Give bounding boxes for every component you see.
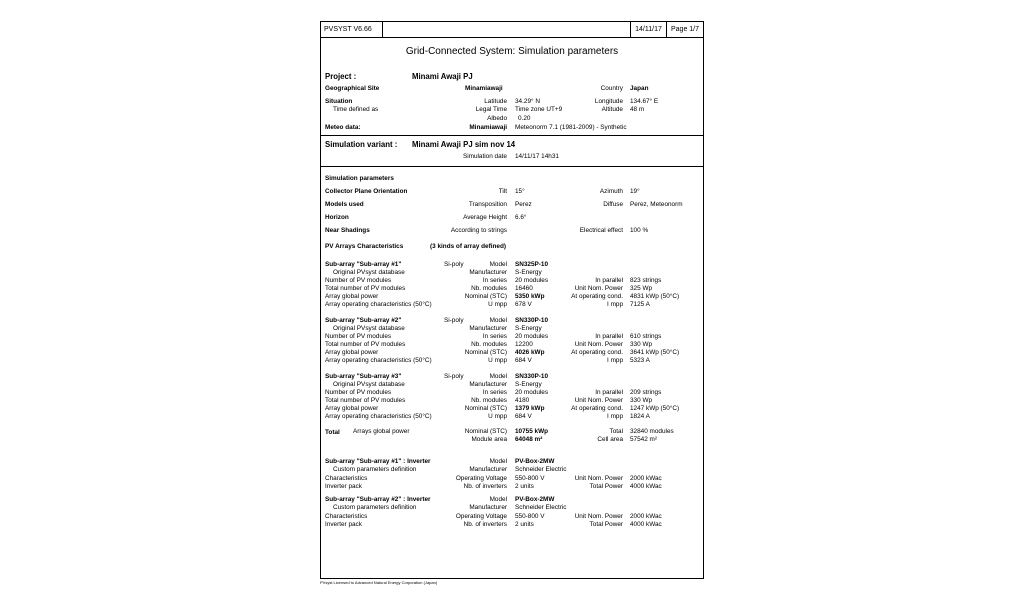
manufacturer-label: Manufacturer — [469, 381, 507, 388]
diffuse-value: Perez, Meteonorm — [630, 201, 683, 208]
nb-modules-value: 4180 — [515, 397, 530, 404]
at-operating-label: At operating cond. — [571, 349, 623, 356]
in-parallel-value: 610 strings — [630, 333, 662, 340]
divider — [321, 135, 703, 136]
op-voltage-value: 550-800 V — [515, 475, 545, 482]
inv-unit-power-label: Unit Nom. Power — [574, 513, 623, 520]
altitude-value: 48 m — [630, 106, 645, 113]
custom-params-label: Custom parameters definition — [333, 504, 417, 511]
impp-value: 7125 A — [630, 301, 650, 308]
sim-params-title: Simulation parameters — [325, 175, 394, 182]
legal-time-label: Legal Time — [475, 106, 507, 113]
variant-label: Simulation variant : — [325, 140, 398, 149]
azimuth-label: Azimuth — [599, 188, 623, 195]
inv-model-value: PV-Box-2MW — [515, 496, 555, 503]
umpp-label: U mpp — [488, 413, 507, 420]
model-value: SN330P-10 — [515, 317, 549, 324]
inverter-pack-label: Inverter pack — [325, 483, 362, 490]
project-label: Project : — [325, 72, 357, 81]
manufacturer-value: S-Energy — [515, 381, 542, 388]
inv-unit-power-label: Unit Nom. Power — [574, 475, 623, 482]
tilt-value: 15° — [515, 188, 525, 195]
project-name: Minami Awaji PJ — [412, 72, 473, 81]
tilt-label: Tilt — [498, 188, 507, 195]
inv-total-power-label: Total Power — [589, 521, 623, 528]
in-parallel-label: In parallel — [595, 333, 623, 340]
sub-array-tech: Si-poly — [444, 317, 464, 324]
altitude-label: Altitude — [601, 106, 623, 113]
impp-value: 5323 A — [630, 357, 650, 364]
operating-char-label: Array operating characteristics (50°C) — [325, 301, 432, 308]
total-nominal-value: 10755 kWp — [515, 428, 549, 435]
sub-array-name: Sub-array "Sub-array #2" — [325, 317, 402, 324]
near-shadings-value: According to strings — [450, 227, 507, 234]
at-operating-value: 4831 kWp (50°C) — [630, 293, 680, 300]
nb-modules-label: Nb. modules — [471, 285, 507, 292]
manufacturer-label: Manufacturer — [469, 269, 507, 276]
inv-model-value: PV-Box-2MW — [515, 458, 555, 465]
geo-site-value: Minamiawaji — [465, 85, 503, 92]
sub-array-tech: Si-poly — [444, 373, 464, 380]
longitude-value: 134.67° E — [630, 98, 659, 105]
total-label: Total — [325, 429, 340, 436]
nominal-stc-label: Nominal (STC) — [464, 293, 507, 300]
inv-manufacturer-label: Manufacturer — [469, 466, 507, 473]
inv-total-power-value: 4000 kWac — [630, 521, 662, 528]
manufacturer-label: Manufacturer — [469, 325, 507, 332]
op-voltage-label: Operating Voltage — [455, 513, 507, 520]
latitude-label: Latitude — [484, 98, 507, 105]
divider — [321, 166, 703, 167]
pv-arrays-kinds: (3 kinds of array defined) — [430, 243, 506, 250]
electrical-effect-label: Electrical effect — [579, 227, 623, 234]
transposition-value: Perez — [515, 201, 532, 208]
inv-model-label: Model — [489, 496, 507, 503]
pv-arrays-title: PV Arrays Characteristics — [325, 243, 404, 250]
in-parallel-label: In parallel — [595, 277, 623, 284]
situation-label: Situation — [325, 98, 353, 105]
report-date: 14/11/17 — [631, 22, 667, 38]
unit-nom-power-value: 325 Wp — [630, 285, 653, 292]
nominal-stc-value: 1379 kWp — [515, 405, 545, 412]
page-number: Page 1/7 — [667, 22, 703, 38]
azimuth-value: 19° — [630, 188, 640, 195]
total-modules-label: Total number of PV modules — [325, 397, 406, 404]
cell-area-value: 57542 m² — [630, 436, 657, 443]
op-voltage-label: Operating Voltage — [455, 475, 507, 482]
nominal-stc-value: 5350 kWp — [515, 293, 545, 300]
nominal-stc-label: Nominal (STC) — [464, 349, 507, 356]
meteo-source: Meteonorm 7.1 (1981-2009) - Synthetic — [515, 124, 627, 131]
country-value: Japan — [630, 85, 649, 92]
module-area-value: 64048 m² — [515, 436, 543, 443]
umpp-value: 684 V — [515, 413, 532, 420]
unit-nom-power-label: Unit Nom. Power — [574, 285, 623, 292]
characteristics-label: Characteristics — [325, 475, 368, 482]
operating-char-label: Array operating characteristics (50°C) — [325, 357, 432, 364]
in-series-value: 20 modules — [515, 277, 549, 284]
at-operating-label: At operating cond. — [571, 293, 623, 300]
longitude-label: Longitude — [594, 98, 623, 105]
in-series-label: In series — [482, 333, 507, 340]
inv-model-label: Model — [489, 458, 507, 465]
legal-time-value: Time zone UT+9 — [515, 106, 563, 113]
characteristics-label: Characteristics — [325, 513, 368, 520]
total-desc: Arrays global power — [353, 428, 410, 435]
inv-manufacturer-value: Schneider Electric — [515, 466, 567, 473]
avg-height-value: 6.6° — [515, 214, 527, 221]
nominal-stc-label: Nominal (STC) — [464, 405, 507, 412]
nb-inverters-value: 2 units — [515, 521, 534, 528]
total-modules-label: Total number of PV modules — [325, 285, 406, 292]
model-label: Model — [489, 373, 507, 380]
at-operating-label: At operating cond. — [571, 405, 623, 412]
nb-modules-label: Nb. modules — [471, 341, 507, 348]
umpp-value: 684 V — [515, 357, 532, 364]
inverter-name: Sub-array "Sub-array #1" : Inverter — [325, 458, 431, 465]
nb-modules-value: 12200 — [515, 341, 533, 348]
header-spacer — [383, 22, 631, 38]
inv-unit-power-value: 2000 kWac — [630, 475, 662, 482]
inverter-name: Sub-array "Sub-array #2" : Inverter — [325, 496, 431, 503]
at-operating-value: 1247 kWp (50°C) — [630, 405, 680, 412]
unit-nom-power-label: Unit Nom. Power — [574, 341, 623, 348]
manufacturer-value: S-Energy — [515, 325, 542, 332]
model-label: Model — [489, 261, 507, 268]
avg-height-label: Average Height — [463, 214, 507, 221]
geo-site-label: Geographical Site — [325, 85, 380, 92]
module-area-label: Module area — [471, 436, 507, 443]
diffuse-label: Diffuse — [603, 201, 623, 208]
inv-unit-power-value: 2000 kWac — [630, 513, 662, 520]
unit-nom-power-value: 330 Wp — [630, 341, 653, 348]
country-label: Country — [600, 85, 623, 92]
sub-array-tech: Si-poly — [444, 261, 464, 268]
in-series-label: In series — [482, 389, 507, 396]
num-modules-label: Number of PV modules — [325, 333, 392, 340]
global-power-label: Array global power — [325, 293, 379, 300]
in-series-value: 20 modules — [515, 333, 549, 340]
impp-label: I mpp — [607, 301, 623, 308]
horizon-label: Horizon — [325, 214, 349, 221]
nb-modules-value: 16460 — [515, 285, 533, 292]
in-series-value: 20 modules — [515, 389, 549, 396]
sub-array-name: Sub-array "Sub-array #3" — [325, 373, 402, 380]
in-series-label: In series — [482, 277, 507, 284]
transposition-label: Transposition — [468, 201, 507, 208]
near-shadings-label: Near Shadings — [325, 227, 370, 234]
license-footer: PVsyst Licensed to Advanced Natural Energy Corporation (Japan) — [320, 580, 438, 585]
albedo-label: Albedo — [487, 115, 507, 122]
total-nominal-label: Nominal (STC) — [464, 428, 507, 435]
latitude-value: 34.29° N — [515, 98, 540, 105]
nominal-stc-value: 4026 kWp — [515, 349, 545, 356]
inv-manufacturer-value: Schneider Electric — [515, 504, 567, 511]
impp-value: 1824 A — [630, 413, 650, 420]
in-parallel-value: 209 strings — [630, 389, 662, 396]
cell-area-label: Cell area — [597, 436, 623, 443]
total-modules-count-value: 32840 modules — [630, 428, 674, 435]
nb-inverters-label: Nb. of inverters — [463, 521, 507, 528]
nb-inverters-label: Nb. of inverters — [463, 483, 507, 490]
page-title: Grid-Connected System: Simulation parameters — [405, 46, 619, 57]
umpp-label: U mpp — [488, 301, 507, 308]
report-page — [320, 21, 704, 579]
in-parallel-label: In parallel — [595, 389, 623, 396]
sim-date-value: 14/11/17 14h31 — [515, 153, 559, 160]
at-operating-value: 3641 kWp (50°C) — [630, 349, 680, 356]
in-parallel-value: 823 strings — [630, 277, 662, 284]
electrical-effect-value: 100 % — [630, 227, 649, 234]
impp-label: I mpp — [607, 357, 623, 364]
nb-inverters-value: 2 units — [515, 483, 534, 490]
collector-label: Collector Plane Orientation — [325, 188, 408, 195]
impp-label: I mpp — [607, 413, 623, 420]
operating-char-label: Array operating characteristics (50°C) — [325, 413, 432, 420]
time-defined-label: Time defined as — [333, 106, 379, 113]
model-value: SN330P-10 — [515, 373, 549, 380]
op-voltage-value: 550-800 V — [515, 513, 545, 520]
inv-total-power-value: 4000 kWac — [630, 483, 662, 490]
sim-date-label: Simulation date — [462, 153, 507, 160]
sub-array-name: Sub-array "Sub-array #1" — [325, 261, 402, 268]
global-power-label: Array global power — [325, 349, 379, 356]
umpp-label: U mpp — [488, 357, 507, 364]
inv-total-power-label: Total Power — [589, 483, 623, 490]
custom-params-label: Custom parameters definition — [333, 466, 417, 473]
albedo-value: 0.20 — [518, 115, 531, 122]
unit-nom-power-label: Unit Nom. Power — [574, 397, 623, 404]
orig-db-label: Original PVsyst database — [333, 381, 405, 388]
total-modules-label: Total number of PV modules — [325, 341, 406, 348]
variant-name: Minami Awaji PJ sim nov 14 — [412, 140, 516, 149]
num-modules-label: Number of PV modules — [325, 277, 392, 284]
model-value: SN325P-10 — [515, 261, 549, 268]
orig-db-label: Original PVsyst database — [333, 325, 405, 332]
inv-manufacturer-label: Manufacturer — [469, 504, 507, 511]
manufacturer-value: S-Energy — [515, 269, 542, 276]
models-label: Models used — [325, 201, 364, 208]
umpp-value: 678 V — [515, 301, 532, 308]
orig-db-label: Original PVsyst database — [333, 269, 405, 276]
meteo-site: Minamiawaji — [469, 124, 507, 131]
model-label: Model — [489, 317, 507, 324]
total-modules-count-label: Total — [609, 428, 623, 435]
inverter-pack-label: Inverter pack — [325, 521, 362, 528]
meteo-label: Meteo data: — [325, 124, 361, 131]
global-power-label: Array global power — [325, 405, 379, 412]
app-version: PVSYST V6.66 — [321, 22, 383, 38]
num-modules-label: Number of PV modules — [325, 389, 392, 396]
nb-modules-label: Nb. modules — [471, 397, 507, 404]
unit-nom-power-value: 330 Wp — [630, 397, 653, 404]
